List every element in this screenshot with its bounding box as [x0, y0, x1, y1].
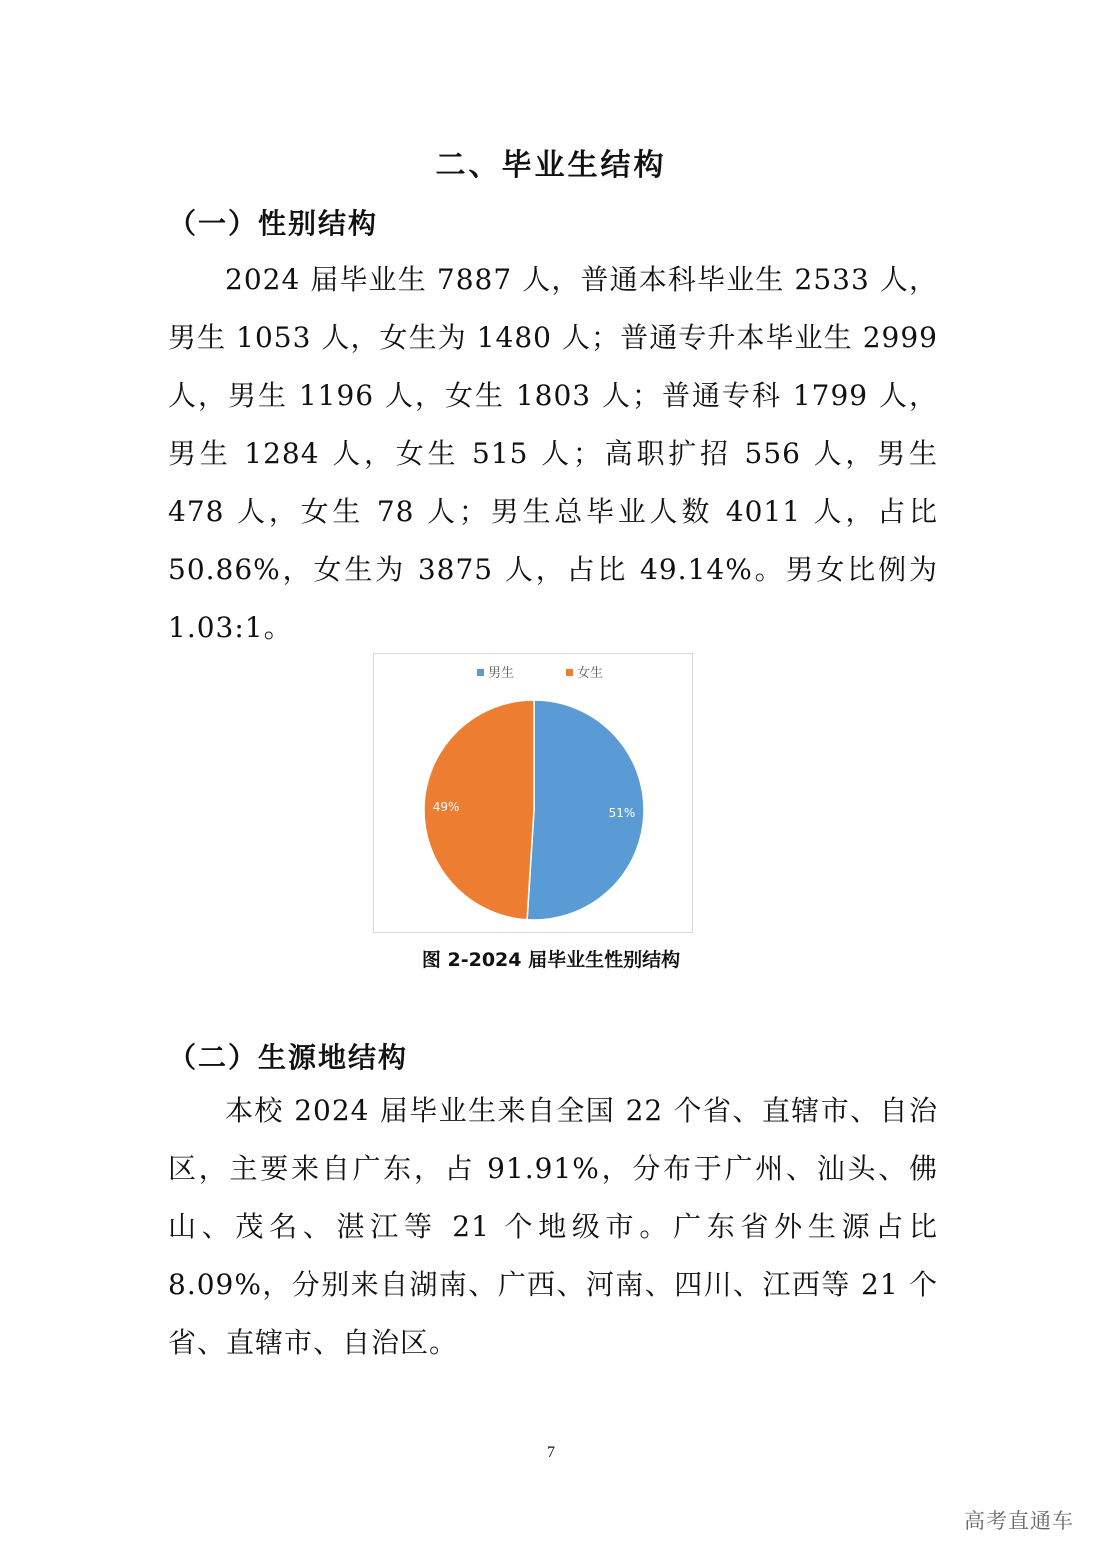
- origin-structure-heading: （二）生源地结构: [168, 1041, 409, 1074]
- gender-structure-paragraph: 2024 届毕业生 7887 人，普通本科毕业生 2533 人，男生 1053 人，女生为 1480 人；普通专升本毕业生 2999 人，男生 1196 人，女生 1803 人；普通专科 1799 人，男生 1284 人，女生 515 人；高职扩招 556 人，男生 478 人，女生 78 人；男生总毕业人数 4011 人，占比 50.86%，女生为 3875 人，占比 49.14%。男女比例为 1.03:1。: [168, 263, 938, 644]
- watermark-text: 高考直通车: [964, 1509, 1074, 1533]
- pie-chart-canvas: [374, 654, 692, 932]
- section-title: 二、毕业生结构: [435, 148, 667, 183]
- pie-label-female: 49%: [432, 800, 460, 815]
- legend-swatch-female: [566, 669, 573, 676]
- legend-label-male: 男生: [488, 666, 515, 681]
- chart-legend: [477, 665, 603, 681]
- legend-label-female: 女生: [577, 666, 604, 681]
- figure-caption: 图 2-2024 届毕业生性别结构: [421, 949, 681, 971]
- origin-structure-paragraph: 本校 2024 届毕业生来自全国 22 个省、直辖市、自治区，主要来自广东，占 91.91%，分布于广州、汕头、佛山、茂名、湛江等 21 个地级市。广东省外生源占比 8.09%，分别来自湖南、广西、河南、四川、江西等 21 个省、直辖市、自治区。: [168, 1094, 938, 1359]
- gender-pie-chart: [373, 653, 693, 933]
- legend-swatch-male: [477, 669, 484, 676]
- page-number: 7: [547, 1444, 555, 1461]
- pie-label-male: 51%: [608, 805, 636, 820]
- gender-structure-heading: （一）性别结构: [168, 207, 379, 240]
